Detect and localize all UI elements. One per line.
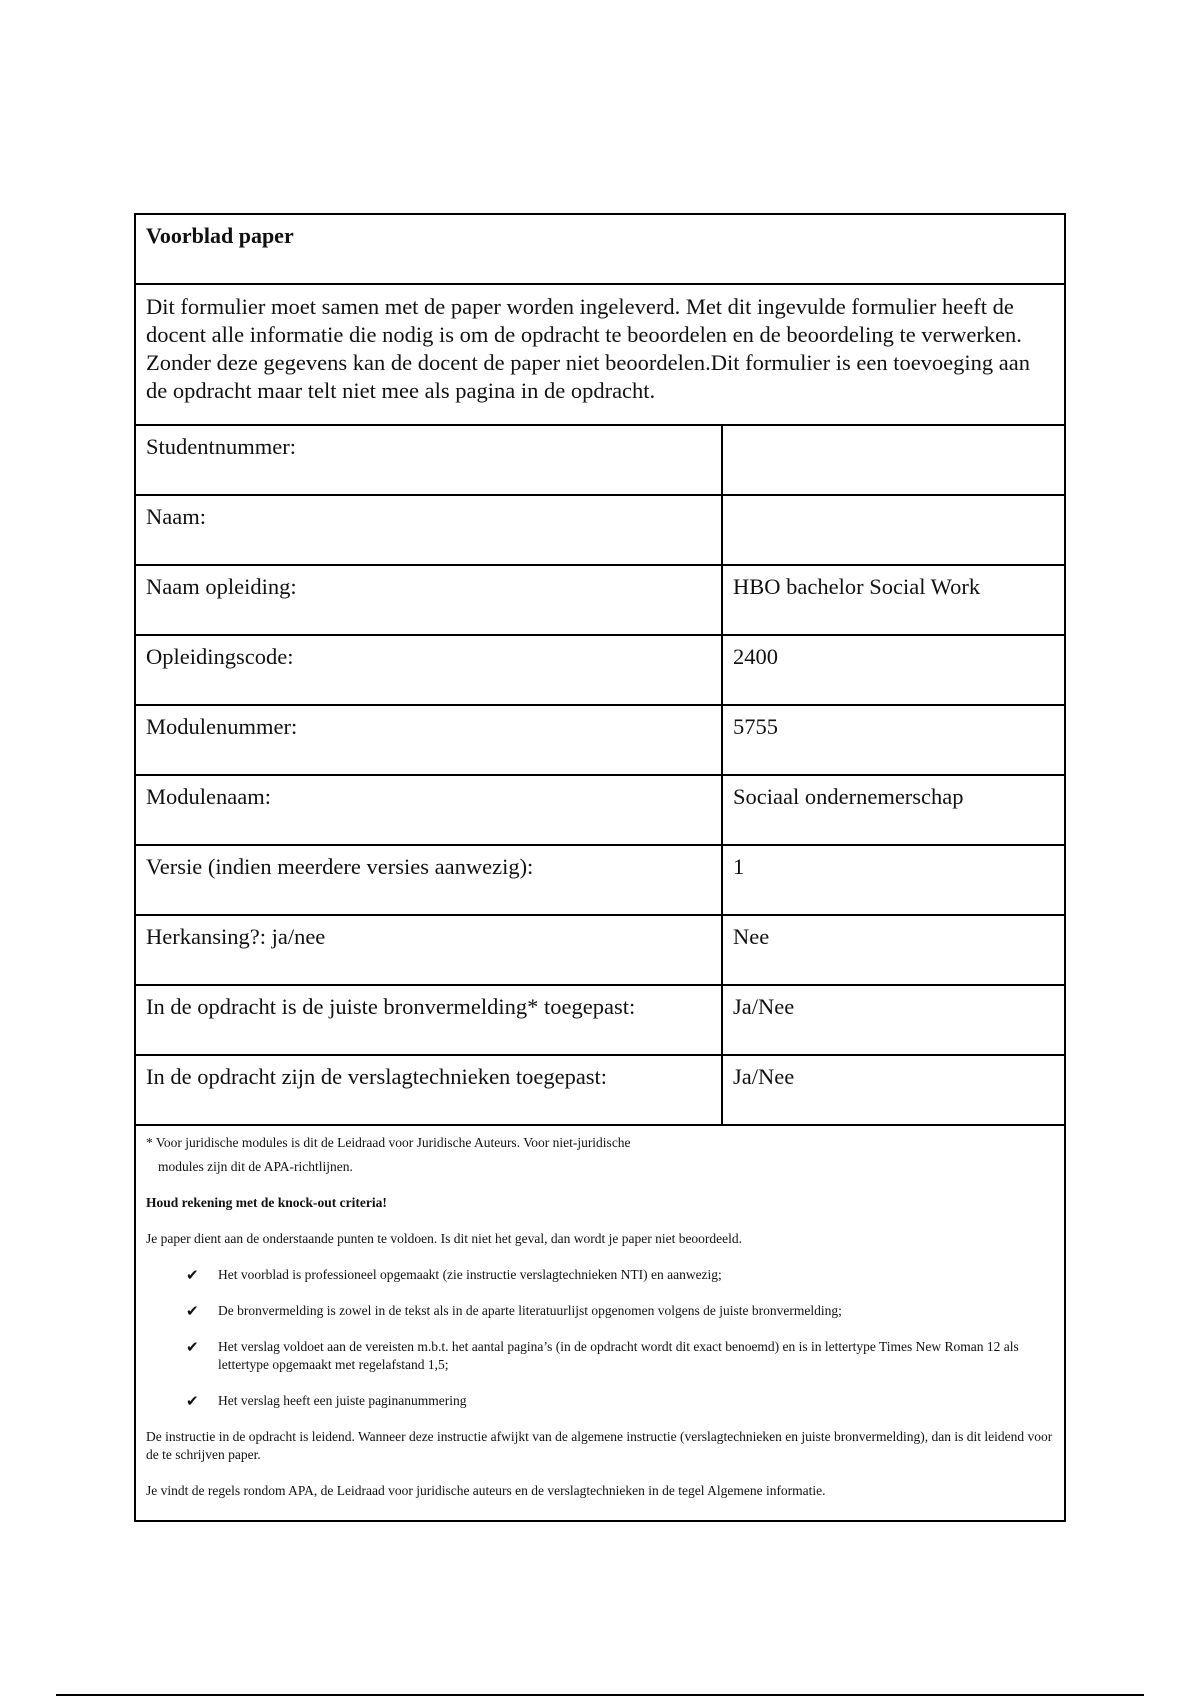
field-label: In de opdracht zijn de verslagtechnieken toegepast: xyxy=(136,1056,723,1124)
criteria-text: Het voorblad is professioneel opgemaakt (zie instructie verslagtechnieken NTI) en aanwezig; xyxy=(218,1267,722,1282)
checkmark-icon: ✔ xyxy=(186,1392,199,1410)
field-value-naam-opleiding[interactable]: HBO bachelor Social Work xyxy=(733,574,981,599)
field-row-opleidingscode xyxy=(136,636,1064,706)
field-row-versie xyxy=(136,846,1064,916)
field-row-herkansing xyxy=(136,916,1064,986)
criteria-text: Het verslag voldoet aan de vereisten m.b.t. het aantal pagina’s (in de opdracht wordt dit exact benoemd) en is in lettertype Times New Roman 12 als lettertype opgemaakt met regelafstand 1,5; xyxy=(218,1339,1019,1372)
field-value-opleidingscode[interactable]: 2400 xyxy=(733,644,778,669)
field-value-studentnummer[interactable] xyxy=(723,426,1064,494)
field-row-naam-opleiding xyxy=(136,566,1064,636)
field-row-modulenummer xyxy=(136,706,1064,776)
field-value-herkansing[interactable]: Nee xyxy=(733,924,770,949)
field-row-studentnummer xyxy=(136,426,1064,496)
list-item xyxy=(186,1392,1054,1410)
field-label: Naam: xyxy=(136,496,723,564)
field-value-bronvermelding[interactable]: Ja/Nee xyxy=(733,994,795,1019)
field-value-naam[interactable] xyxy=(723,496,1064,564)
knockout-intro: Je paper dient aan de onderstaande punten te voldoen. Is dit niet het geval, dan wordt je paper niet beoordeeld. xyxy=(146,1231,743,1246)
rules-text: Je vindt de regels rondom APA, de Leidraad voor juridische auteurs en de verslagtechnieken in de tegel Algemene informatie. xyxy=(146,1483,826,1498)
field-value-modulenummer[interactable]: 5755 xyxy=(733,714,778,739)
field-value-versie[interactable]: 1 xyxy=(733,854,745,879)
checkmark-icon: ✔ xyxy=(186,1266,199,1284)
notes-section xyxy=(136,1126,1064,1520)
field-row-modulenaam xyxy=(136,776,1064,846)
checkmark-icon: ✔ xyxy=(186,1338,199,1356)
form-intro: Dit formulier moet samen met de paper worden ingeleverd. Met dit ingevulde formulier heeft de docent alle informatie die nodig is om de opdracht te beoordelen en de beoordeling te verwerken. Zonder deze gegevens kan de docent de paper niet beoordelen.Dit formulier is een toevoeging aan de opdracht maar telt niet mee als pagina in de opdracht. xyxy=(136,285,1064,426)
field-label: Herkansing?: ja/nee xyxy=(136,916,723,984)
field-label: Naam opleiding: xyxy=(136,566,723,634)
field-value-modulenaam[interactable]: Sociaal ondernemerschap xyxy=(733,784,964,809)
footnote-line: modules zijn dit de APA-richtlijnen. xyxy=(158,1159,353,1174)
knockout-heading: Houd rekening met de knock-out criteria! xyxy=(146,1195,387,1210)
instruction-text: De instructie in de opdracht is leidend. Wanneer deze instructie afwijkt van de algemene instructie (verslagtechnieken en juiste bronvermelding), dan is dit leidend voor de te schrijven paper. xyxy=(146,1429,1053,1462)
checkmark-icon: ✔ xyxy=(186,1302,199,1320)
list-item xyxy=(186,1338,1054,1374)
criteria-text: Het verslag heeft een juiste paginanummering xyxy=(218,1393,467,1408)
field-row-naam xyxy=(136,496,1064,566)
list-item xyxy=(186,1302,1054,1320)
field-label: Modulenaam: xyxy=(136,776,723,844)
criteria-text: De bronvermelding is zowel in de tekst als in de aparte literatuurlijst opgenomen volgens de juiste bronvermelding; xyxy=(218,1303,842,1318)
footnote-line: * Voor juridische modules is dit de Leidraad voor Juridische Auteurs. Voor niet-juridische xyxy=(146,1135,631,1150)
field-label: In de opdracht is de juiste bronvermelding* toegepast: xyxy=(136,986,723,1054)
footer-divider xyxy=(56,1694,1144,1696)
field-value-verslagtechnieken[interactable]: Ja/Nee xyxy=(733,1064,795,1089)
cover-sheet-form xyxy=(134,213,1066,1522)
form-title: Voorblad paper xyxy=(136,215,1064,285)
field-row-verslagtechnieken xyxy=(136,1056,1064,1126)
field-row-bronvermelding xyxy=(136,986,1064,1056)
field-label: Studentnummer: xyxy=(136,426,723,494)
list-item xyxy=(186,1266,1054,1284)
criteria-list xyxy=(146,1266,1054,1410)
field-label: Modulenummer: xyxy=(136,706,723,774)
field-label: Versie (indien meerdere versies aanwezig): xyxy=(136,846,723,914)
field-label: Opleidingscode: xyxy=(136,636,723,704)
